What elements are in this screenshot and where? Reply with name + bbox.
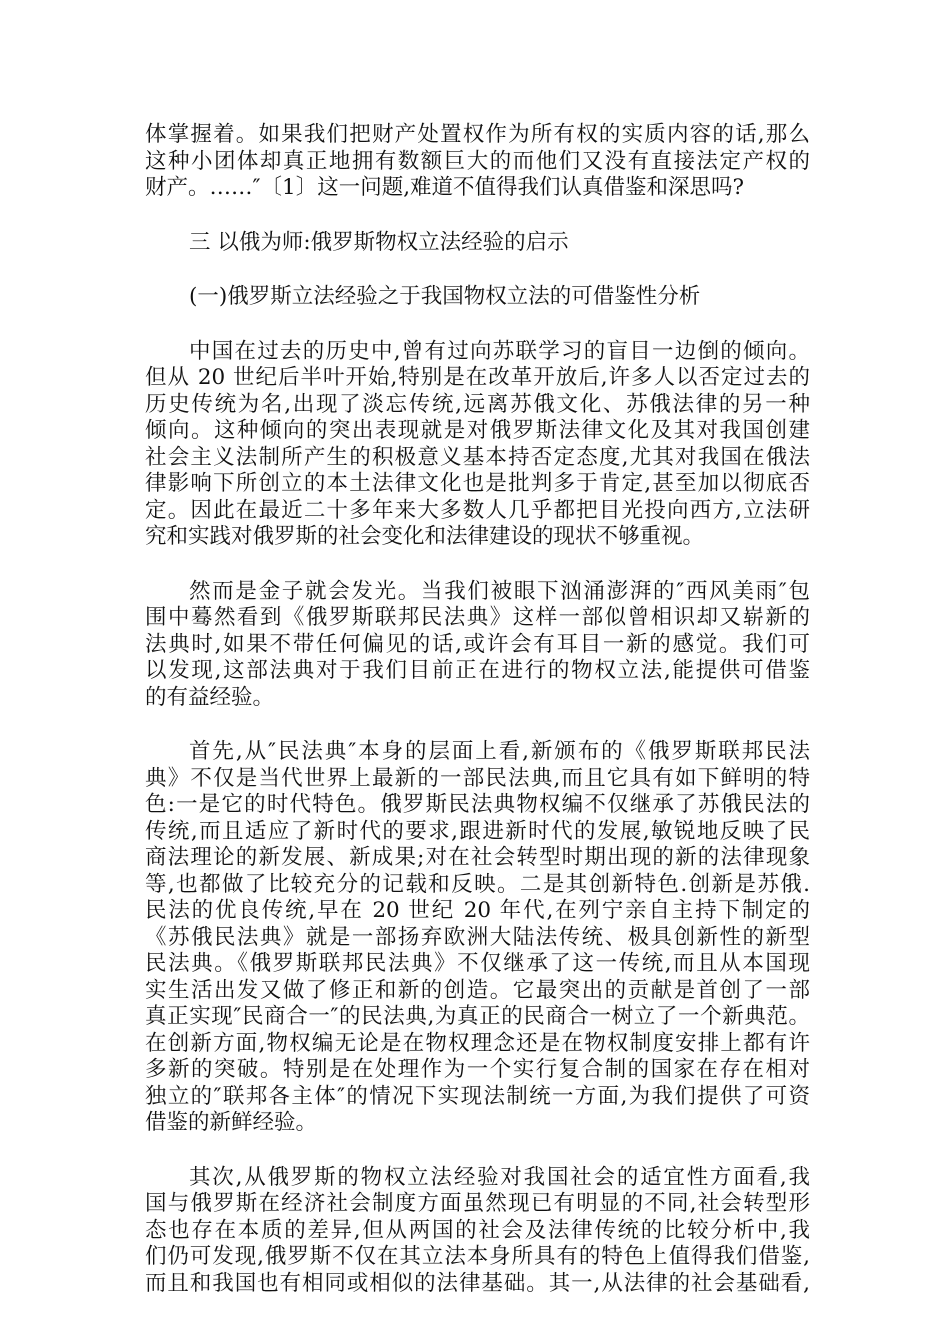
text-line: 传统,而且适应了新时代的要求,跟进新时代的发展,敏锐地反映了民	[145, 818, 810, 844]
subsection-heading: (一)俄罗斯立法经验之于我国物权立法的可借鉴性分析	[189, 284, 701, 309]
text-line: 真正实现″民商合一″的民法典,为真正的民商合一树立了一个新典范。	[145, 1004, 810, 1029]
text-line: 在创新方面,物权编无论是在物权理念还是在物权制度安排上都有许	[145, 1030, 810, 1056]
text-line: 定。因此在最近二十多年来大多数人几乎都把目光投向西方,立法研	[145, 497, 810, 523]
text-line: 首先,从″民法典″本身的层面上看,新颁布的《俄罗斯联邦民法	[189, 739, 810, 764]
paragraph	[145, 339, 810, 551]
text-line: 态也存在本质的差异,但从两国的社会及法律传统的比较分析中,我	[145, 1217, 810, 1243]
text-line: 独立的″联邦各主体″的情况下实现法制统一方面,为我们提供了可资	[145, 1083, 810, 1109]
text-line: 而且和我国也有相同或相似的法律基础。其一,从法律的社会基础看,	[145, 1270, 810, 1296]
text-line: 中国在过去的历史中,曾有过向苏联学习的盲目一边倒的倾向。	[189, 338, 810, 364]
text-line: 然而是金子就会发光。当我们被眼下汹涌澎湃的″西风美雨″包	[189, 578, 810, 604]
text-line: 实生活出发又做了修正和新的创造。它最突出的贡献是首创了一部	[145, 977, 810, 1003]
text-line: 但从 20 世纪后半叶开始,特别是在改革开放后,许多人以否定过去的	[145, 365, 810, 390]
text-line: 倾向。这种倾向的突出表现就是对俄罗斯法律文化及其对我国创建	[145, 418, 810, 443]
text-line: 历史传统为名,出现了淡忘传统,远离苏俄文化、苏俄法律的另一种	[145, 391, 810, 417]
text-line: 以发现,这部法典对于我们目前正在进行的物权立法,能提供可借鉴	[145, 658, 810, 683]
text-line: 商法理论的新发展、新成果;对在社会转型时期出现的新的法律现象	[145, 845, 810, 870]
text-line: 财产。……″〔1〕这一问题,难道不值得我们认真借鉴和深思吗?	[145, 175, 745, 200]
document-page	[145, 122, 810, 1297]
text-line: 围中蓦然看到《俄罗斯联邦民法典》这样一部似曾相识却又崭新的	[145, 605, 810, 630]
text-line: 这种小团体却真正地拥有数额巨大的而他们又没有直接法定产权的	[145, 148, 810, 174]
text-line: 其次,从俄罗斯的物权立法经验对我国社会的适宜性方面看,我	[189, 1164, 810, 1190]
text-line: 体掌握着。如果我们把财产处置权作为所有权的实质内容的话,那么	[145, 122, 810, 147]
text-line: 社会主义法制所产生的积极意义基本持否定态度,尤其对我国在俄法	[145, 444, 810, 470]
text-line: 法典时,如果不带任何偏见的话,或许会有耳目一新的感觉。我们可	[145, 631, 810, 657]
text-line: 等,也都做了比较充分的记载和反映。二是其创新特色.创新是苏俄.	[145, 871, 810, 897]
text-line: 典》不仅是当代世界上最新的一部民法典,而且它具有如下鲜明的特	[145, 765, 810, 791]
paragraph	[145, 579, 810, 712]
text-line: 民法典。《俄罗斯联邦民法典》不仅继承了这一传统,而且从本国现	[145, 951, 810, 976]
text-line: 们仍可发现,俄罗斯不仅在其立法本身所具有的特色上值得我们借鉴,	[145, 1244, 810, 1269]
text-line: 借鉴的新鲜经验。	[145, 1110, 318, 1135]
section-heading: 三 以俄为师:俄罗斯物权立法经验的启示	[189, 229, 569, 255]
text-line: 《苏俄民法典》就是一部扬弃欧洲大陆法传统、极具创新性的新型	[145, 924, 810, 950]
text-line: 究和实践对俄罗斯的社会变化和法律建设的现状不够重视。	[145, 524, 705, 549]
text-line: 国与俄罗斯在经济社会制度方面虽然现已有明显的不同,社会转型形	[145, 1191, 810, 1216]
text-line: 色:一是它的时代特色。俄罗斯民法典物权编不仅继承了苏俄民法的	[145, 792, 810, 817]
text-line: 的有益经验。	[145, 684, 275, 710]
paragraph	[145, 739, 810, 1137]
text-line: 民法的优良传统,早在 20 世纪 20 年代,在列宁亲自主持下制定的	[145, 898, 810, 923]
text-line: 律影响下所创立的本土法律文化也是批判多于肯定,甚至加以彻底否	[145, 471, 810, 496]
paragraph	[145, 1165, 810, 1298]
text-line: 多新的突破。特别是在处理作为一个实行复合制的国家在存在相对	[145, 1057, 810, 1082]
paragraph-continuation	[145, 122, 810, 202]
